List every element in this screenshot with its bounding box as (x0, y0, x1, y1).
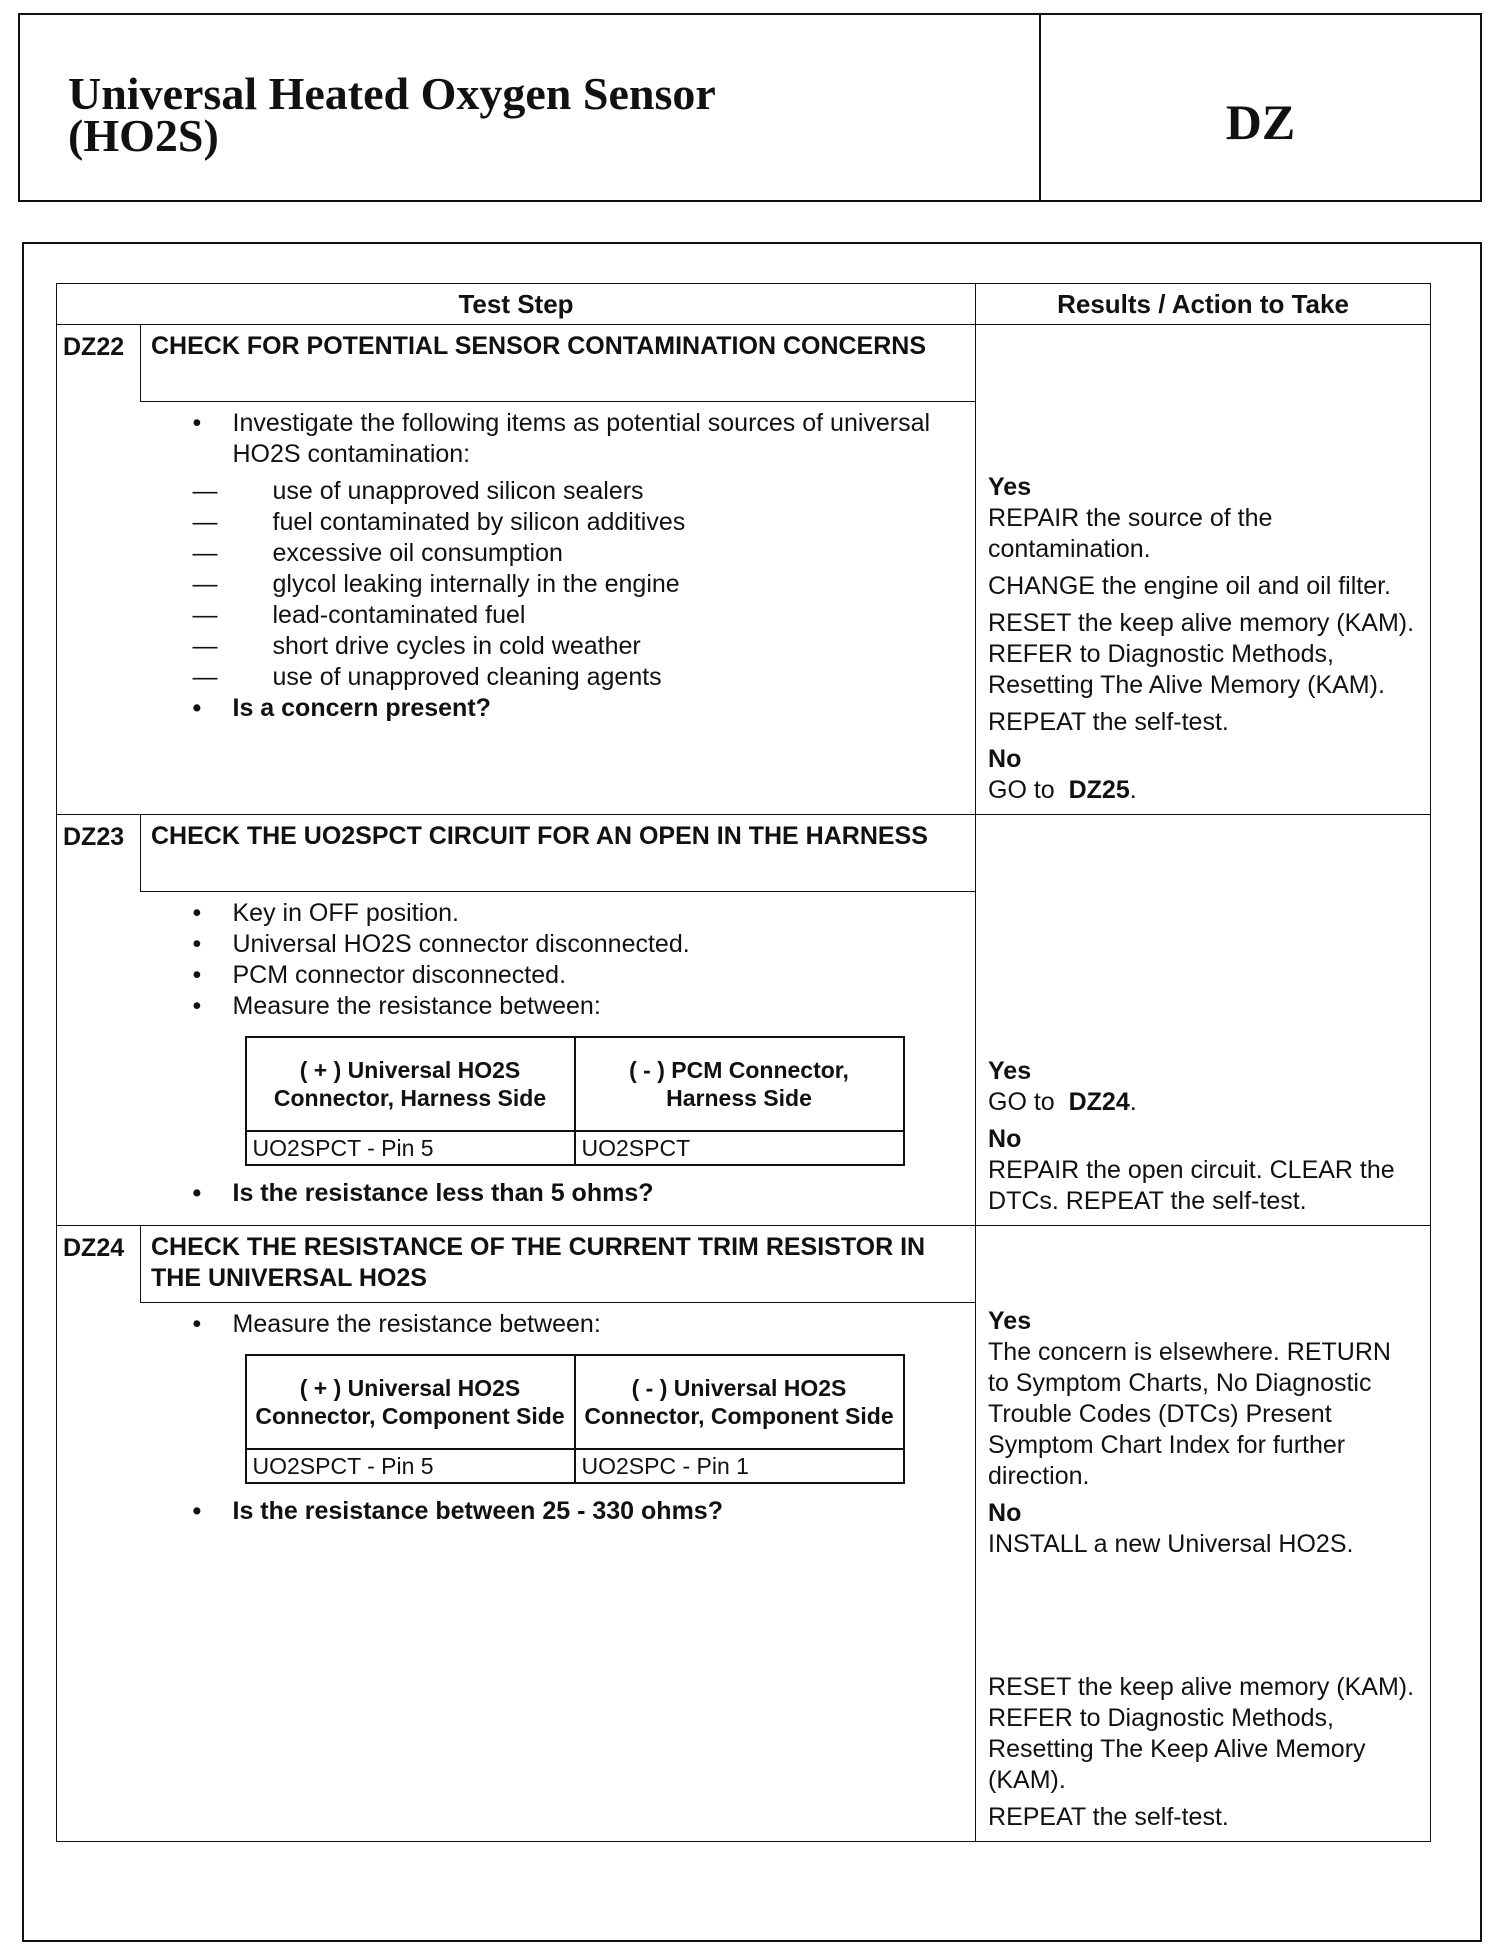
measurement-value: UO2SPCT - Pin 5 (246, 1131, 575, 1165)
result-action: REPAIR the source of the contamination. (988, 504, 1273, 563)
no-label: No (988, 1499, 1022, 1527)
no-label: No (988, 1125, 1022, 1153)
list-item: • Measure the resistance between: (233, 991, 966, 1022)
measurement-value: UO2SPCT (575, 1131, 904, 1165)
column-header-test-step: Test Step (57, 284, 976, 325)
step-results (976, 815, 1431, 1226)
column-header-results: Results / Action to Take (976, 284, 1431, 325)
result-action: INSTALL a new Universal HO2S. (988, 1530, 1354, 1558)
step-id: DZ24 (57, 1226, 141, 1303)
result-action: GO to DZ24. (988, 1088, 1137, 1116)
measurement-header: ( + ) Universal HO2S Connector, Component Side (246, 1355, 575, 1449)
test-step-table (56, 283, 1431, 1842)
result-action: RESET the keep alive memory (KAM). REFER to Diagnostic Methods, Resetting The Keep Alive Memory (KAM). (988, 1673, 1415, 1794)
list-item: — glycol leaking internally in the engine (273, 569, 966, 600)
list-item: • Universal HO2S connector disconnected. (233, 929, 966, 960)
measurement-header: ( + ) Universal HO2S Connector, Harness Side (246, 1037, 575, 1131)
measurement-header: ( - ) PCM Connector, Harness Side (575, 1037, 904, 1131)
list-item: • PCM connector disconnected. (233, 960, 966, 991)
measurement-header: ( - ) Universal HO2S Connector, Component Side (575, 1355, 904, 1449)
list-item: — short drive cycles in cold weather (273, 631, 966, 662)
list-item: — use of unapproved cleaning agents (273, 662, 966, 693)
step-results (976, 325, 1431, 815)
no-label: No (988, 745, 1022, 773)
list-item: — use of unapproved silicon sealers (273, 476, 966, 507)
result-action: REPEAT the self-test. (988, 1803, 1229, 1831)
step-body (141, 1303, 976, 1842)
step-id: DZ22 (57, 325, 141, 402)
step-body (141, 892, 976, 1226)
list-item: — excessive oil consumption (273, 538, 966, 569)
yes-label: Yes (988, 473, 1032, 501)
page-header (18, 13, 1482, 202)
step-results (976, 1226, 1431, 1842)
result-action: The concern is elsewhere. RETURN to Symptom Charts, No Diagnostic Trouble Codes (DTCs) Present Symptom Chart Index for further direction. (988, 1338, 1391, 1490)
result-action: GO to DZ25. (988, 776, 1137, 804)
page-title: Universal Heated Oxygen Sensor (HO2S) (68, 68, 716, 161)
measurement-value: UO2SPCT - Pin 5 (246, 1449, 575, 1483)
measurement-value: UO2SPC - Pin 1 (575, 1449, 904, 1483)
result-action: REPAIR the open circuit. CLEAR the DTCs. REPEAT the self-test. (988, 1156, 1395, 1215)
measurement-table (245, 1354, 905, 1484)
step-question: • Is the resistance between 25 - 330 ohms? (233, 1496, 966, 1527)
list-item: • Key in OFF position. (233, 898, 966, 929)
list-item: — lead-contaminated fuel (273, 600, 966, 631)
result-action: RESET the keep alive memory (KAM). REFER to Diagnostic Methods, Resetting The Alive Memory (KAM). (988, 609, 1415, 699)
result-action: REPEAT the self-test. (988, 708, 1229, 736)
goto-step-link: DZ24 (1068, 1088, 1130, 1116)
goto-step-link: DZ25 (1068, 776, 1130, 804)
list-item: • Investigate the following items as potential sources of universal HO2S contamination: — use of unapproved silicon sealers — fuel contaminated by silicon additives — excessive oil consumption — glycol leaking internally in the engine — lead-contaminated fuel — short drive cycles in cold weather — use of unapproved cleaning agents (233, 408, 966, 693)
section-code: DZ (1225, 94, 1296, 150)
step-question: • Is the resistance less than 5 ohms? (233, 1178, 966, 1209)
step-title: CHECK FOR POTENTIAL SENSOR CONTAMINATION CONCERNS (141, 325, 976, 402)
result-action: CHANGE the engine oil and oil filter. (988, 572, 1392, 600)
step-id: DZ23 (57, 815, 141, 892)
step-body (141, 402, 976, 815)
list-item: — fuel contaminated by silicon additives (273, 507, 966, 538)
step-title: CHECK THE RESISTANCE OF THE CURRENT TRIM RESISTOR IN THE UNIVERSAL HO2S (141, 1226, 976, 1303)
yes-label: Yes (988, 1057, 1032, 1085)
step-title: CHECK THE UO2SPCT CIRCUIT FOR AN OPEN IN THE HARNESS (141, 815, 976, 892)
yes-label: Yes (988, 1307, 1032, 1335)
list-item: • Measure the resistance between: (233, 1309, 966, 1340)
step-question: • Is a concern present? (233, 693, 966, 724)
measurement-table (245, 1036, 905, 1166)
